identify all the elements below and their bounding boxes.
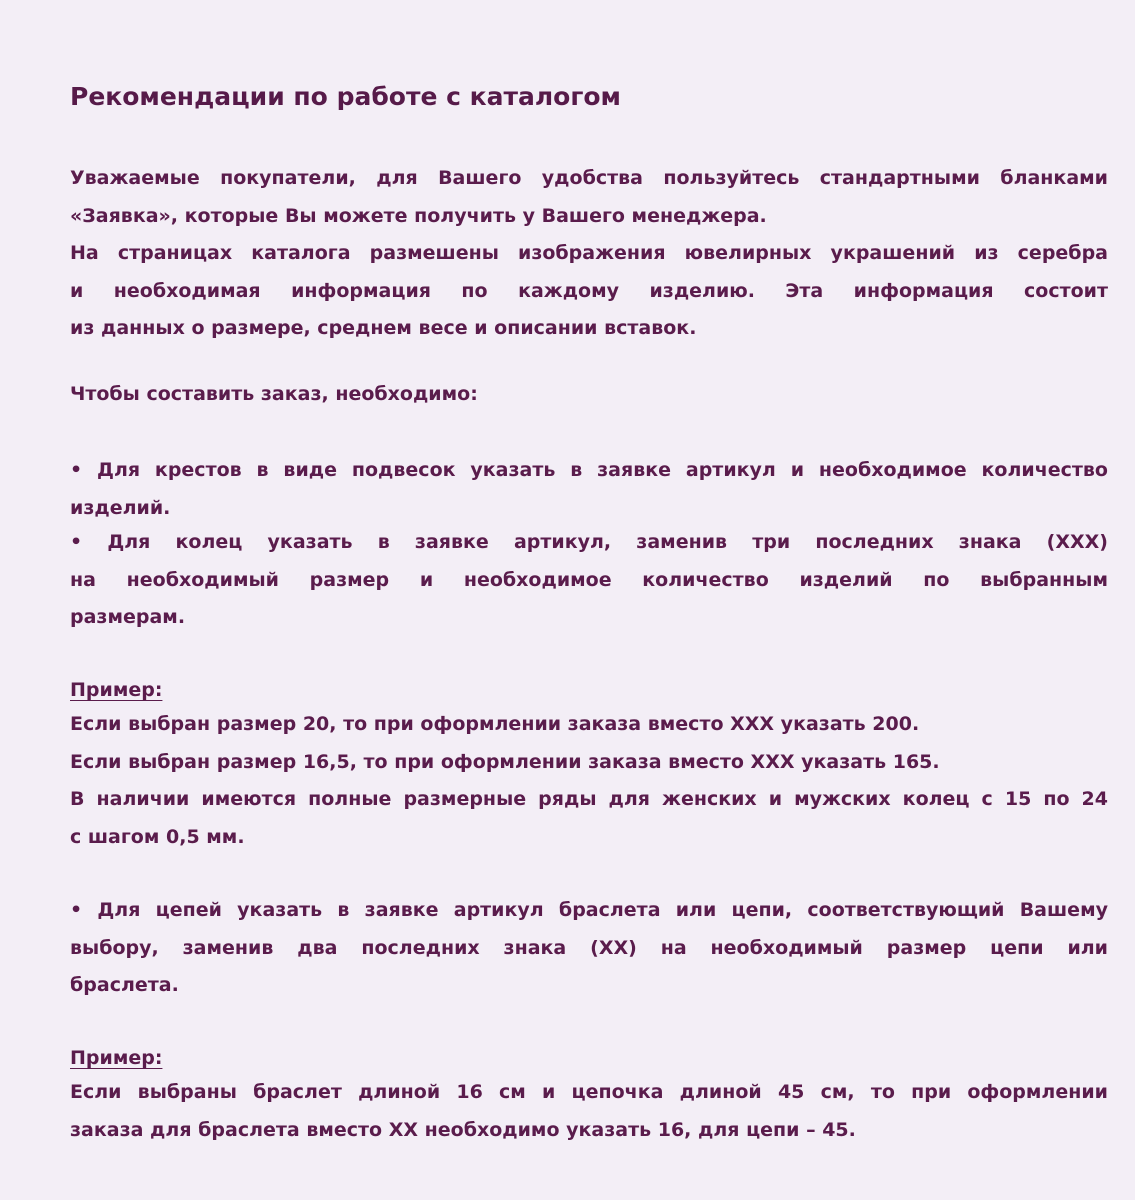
example-line: В наличии имеются полные размерные ряды для женских и мужских колец с 15 по 24	[70, 788, 1108, 810]
example-label-text: Пример:	[70, 1047, 163, 1069]
example-line: Если выбран размер 16,5, то при оформлении заказа вместо XXX указать 165.	[70, 750, 940, 773]
example-line: Если выбраны браслет длиной 16 см и цепочка длиной 45 см, то при оформлении	[70, 1081, 1108, 1103]
example-label	[70, 672, 1108, 710]
intro-line: и необходимая информация по каждому изделию. Эта информация состоит	[70, 279, 1108, 302]
intro-line: из данных о размере, среднем весе и описании вставок.	[70, 317, 697, 339]
intro-line: «Заявка», которые Вы можете получить у Вашего менеджера.	[70, 204, 767, 227]
chains-line: • Для цепей указать в заявке артикул браслета или цепи, соответствующий Вашему	[70, 899, 1108, 921]
crosses-instruction	[70, 452, 1108, 527]
chains-instruction	[70, 892, 1108, 1005]
chains-example	[70, 1074, 1108, 1149]
page-title: Рекомендации по работе с каталогом	[70, 82, 621, 111]
example-label-text: Пример:	[70, 679, 163, 701]
chains-line: выбору, заменив два последних знака (XX) на необходимый размер цепи или	[70, 936, 1108, 959]
example-line: Если выбран размер 20, то при оформлении заказа вместо XXX указать 200.	[70, 713, 920, 735]
intro-paragraph	[70, 160, 1108, 348]
crosses-line: изделий.	[70, 496, 171, 519]
rings-instruction	[70, 524, 1108, 637]
intro-line: Уважаемые покупатели, для Вашего удобства пользуйтесь стандартными бланками	[70, 167, 1108, 189]
rings-line: на необходимый размер и необходимое количество изделий по выбранным	[70, 568, 1108, 591]
crosses-line: • Для крестов в виде подвесок указать в заявке артикул и необходимое количество	[70, 459, 1108, 481]
chains-line: браслета.	[70, 974, 179, 996]
order-heading-text: Чтобы составить заказ, необходимо:	[70, 383, 478, 405]
rings-line: размерам.	[70, 606, 186, 628]
rings-example	[70, 706, 1108, 856]
example-label	[70, 1040, 1108, 1078]
example-line: заказа для браслета вместо XX необходимо указать 16, для цепи – 45.	[70, 1118, 856, 1141]
rings-line: • Для колец указать в заявке артикул, заменив три последних знака (XXX)	[70, 531, 1108, 553]
intro-line: На страницах каталога размешены изображения ювелирных украшений из серебра	[70, 242, 1108, 264]
order-heading	[70, 376, 1108, 414]
example-line: с шагом 0,5 мм.	[70, 825, 245, 848]
